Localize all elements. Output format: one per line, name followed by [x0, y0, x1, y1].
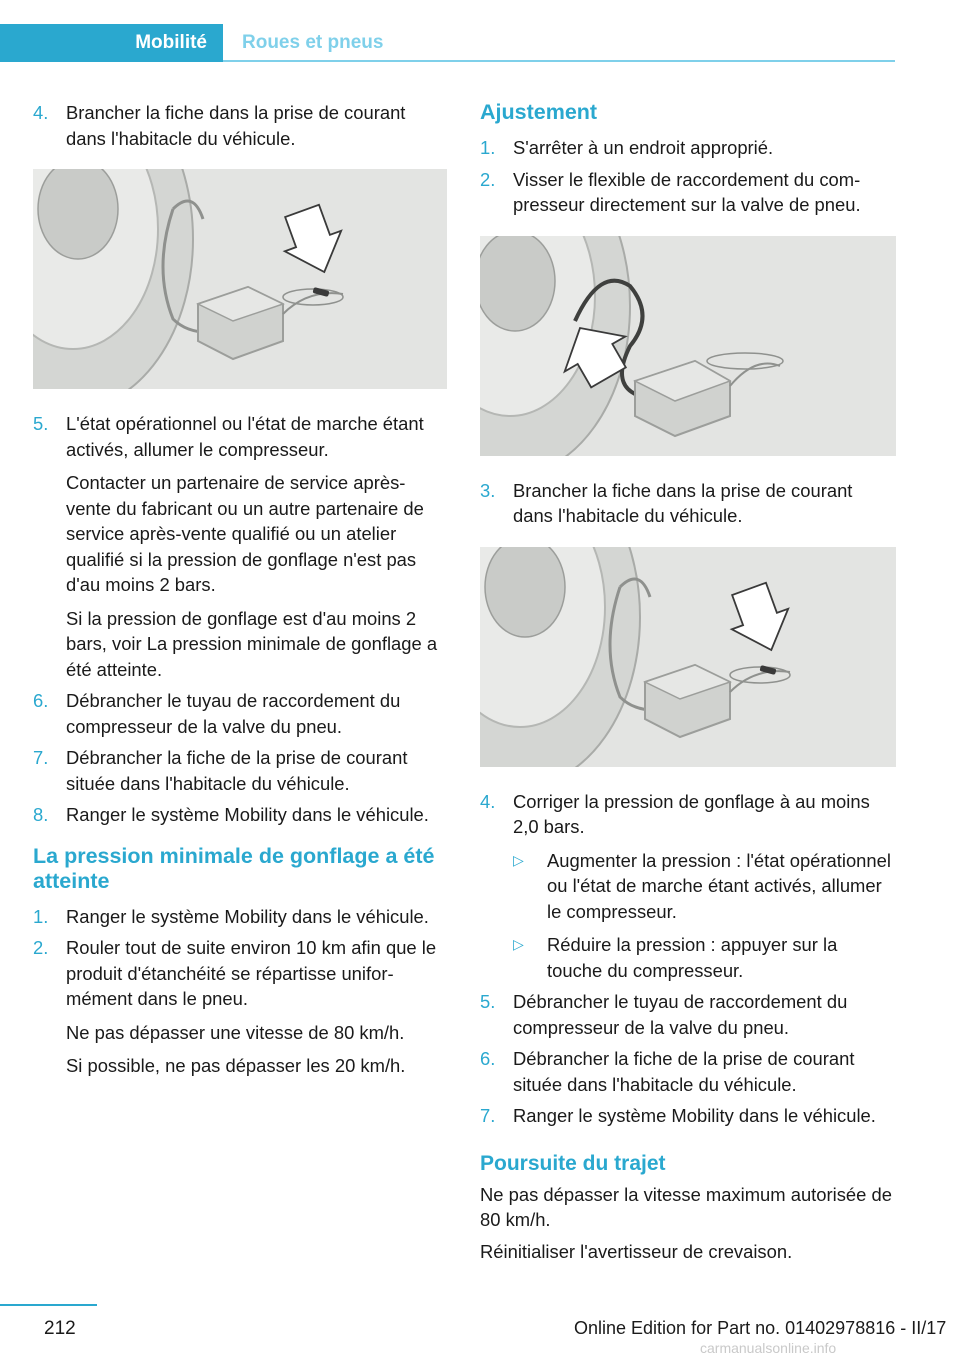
step-text: Brancher la fiche dans la prise de courant dans l'habitacle du véhicule. [66, 102, 406, 149]
step-text: Visser le flexible de raccordement du compresseur directement sur la valve de pneu. [513, 168, 861, 215]
step-text: Ranger le système Mobility dans le véhicule. [66, 804, 429, 825]
step-number: 6. [480, 1048, 496, 1069]
step-number: 4. [33, 102, 49, 123]
step-text: Débrancher la fiche de la prise de courant située dans l'habitacle du véhicule. [513, 1048, 855, 1095]
step-paragraph: Si la pression de gonflage est d'au moins 2 bars, voir La pression minimale de gonflage a été atteinte. [66, 607, 438, 680]
step-text: Brancher la fiche dans la prise de courant dans l'habitacle du véhicule. [513, 479, 853, 526]
step-number: 1. [480, 137, 496, 158]
step-item [33, 935, 447, 1079]
page-number: 212 [44, 1318, 76, 1339]
step-number: 1. [33, 905, 49, 927]
step-text: Débrancher le tuyau de raccordement du compresseur de la valve du pneu. [513, 991, 848, 1038]
step-text: S'arrêter à un endroit approprié. [513, 137, 774, 158]
step-item [33, 802, 447, 828]
edition-note: Online Edition for Part no. 01402978816 - II/17 [574, 1318, 947, 1338]
body-paragraph: Ne pas dépasser la vitesse maximum autorisée de 80 km/h. [480, 1183, 892, 1230]
step-number: 2. [480, 168, 496, 190]
step-number: 5. [480, 991, 496, 1012]
compressor-plug-illustration [33, 169, 447, 389]
step-number: 6. [33, 690, 49, 711]
right-column [480, 100, 896, 1270]
step-item [33, 745, 447, 796]
step-number: 5. [33, 413, 49, 434]
step-number: 7. [480, 1105, 496, 1126]
sub-item-text: Réduire la pression : appuyer sur la touche du compresseur. [547, 934, 838, 981]
step-item [480, 1103, 896, 1129]
step-number: 7. [33, 747, 49, 768]
step-text: Ranger le système Mobility dans le véhicule. [66, 905, 429, 927]
step-item [33, 100, 447, 151]
body-paragraph: Réinitialiser l'avertisseur de crevaison. [480, 1240, 793, 1262]
step-text: Débrancher le tuyau de raccordement du compresseur de la valve du pneu. [66, 690, 401, 737]
compressor-plug-illustration [480, 547, 896, 767]
step-paragraph: Ne pas dépasser une vitesse de 80 km/h. [66, 1021, 405, 1043]
header-rule [223, 60, 895, 62]
sub-item [513, 932, 896, 983]
header-section-title: Mobilité [135, 32, 207, 53]
step-item [480, 167, 896, 218]
step-item [480, 789, 896, 984]
step-number: 2. [33, 937, 49, 958]
left-column [33, 100, 447, 1085]
watermark-text: carmanualsonline.info [700, 1340, 837, 1356]
step-item [480, 135, 896, 161]
step-list [33, 100, 447, 151]
step-text: L'état opérationnel ou l'état de marche étant activés, allumer le compresseur. [66, 413, 424, 460]
step-number: 8. [33, 804, 49, 825]
step-text: Corriger la pression de gonflage à au moins 2,0 bars. [513, 790, 870, 837]
triangle-bullet-icon: ▷ [513, 936, 524, 952]
figure-compressor-plug-2 [480, 547, 896, 767]
section-heading-adjustment: Ajustement [480, 100, 598, 124]
step-text: Rouler tout de suite environ 10 km afin que le produit d'étanchéité se répartisse uniformément dans le pneu. [66, 937, 437, 1009]
hose-valve-illustration [480, 236, 896, 456]
step-text: Ranger le système Mobility dans le véhicule. [513, 1105, 876, 1126]
step-item [33, 688, 447, 739]
figure-compressor-plug [33, 169, 447, 389]
header-chapter-title: Roues et pneus [242, 32, 384, 53]
step-item [480, 1046, 896, 1097]
triangle-bullet-icon: ▷ [513, 851, 524, 868]
step-text: Débrancher la fiche de la prise de courant située dans l'habitacle du véhicule. [66, 747, 408, 794]
section-heading-min-pressure: La pression minimale de gonflage a été atteinte [33, 843, 435, 893]
footer-rule [0, 1304, 97, 1306]
step-item [33, 904, 447, 930]
step-number: 3. [480, 479, 496, 501]
step-paragraph: Si possible, ne pas dépasser les 20 km/h. [66, 1055, 406, 1076]
step-paragraph: Contacter un partenaire de service après-vente du fabricant ou un autre partenaire de service après-vente qualifié ou un atelier qualifié si la pression de gonflage n'est pas d'au moins 2 bars. [66, 472, 424, 595]
step-number: 4. [480, 790, 496, 812]
step-item [480, 989, 896, 1040]
sub-item [513, 848, 896, 925]
sub-item-text: Augmenter la pression : l'état opérationnel ou l'état de marche étant activés, allumer le compresseur. [547, 849, 891, 922]
step-item [33, 411, 447, 682]
step-item [480, 478, 896, 529]
section-heading-continue-journey: Poursuite du trajet [480, 1151, 666, 1175]
figure-hose-valve [480, 236, 896, 456]
